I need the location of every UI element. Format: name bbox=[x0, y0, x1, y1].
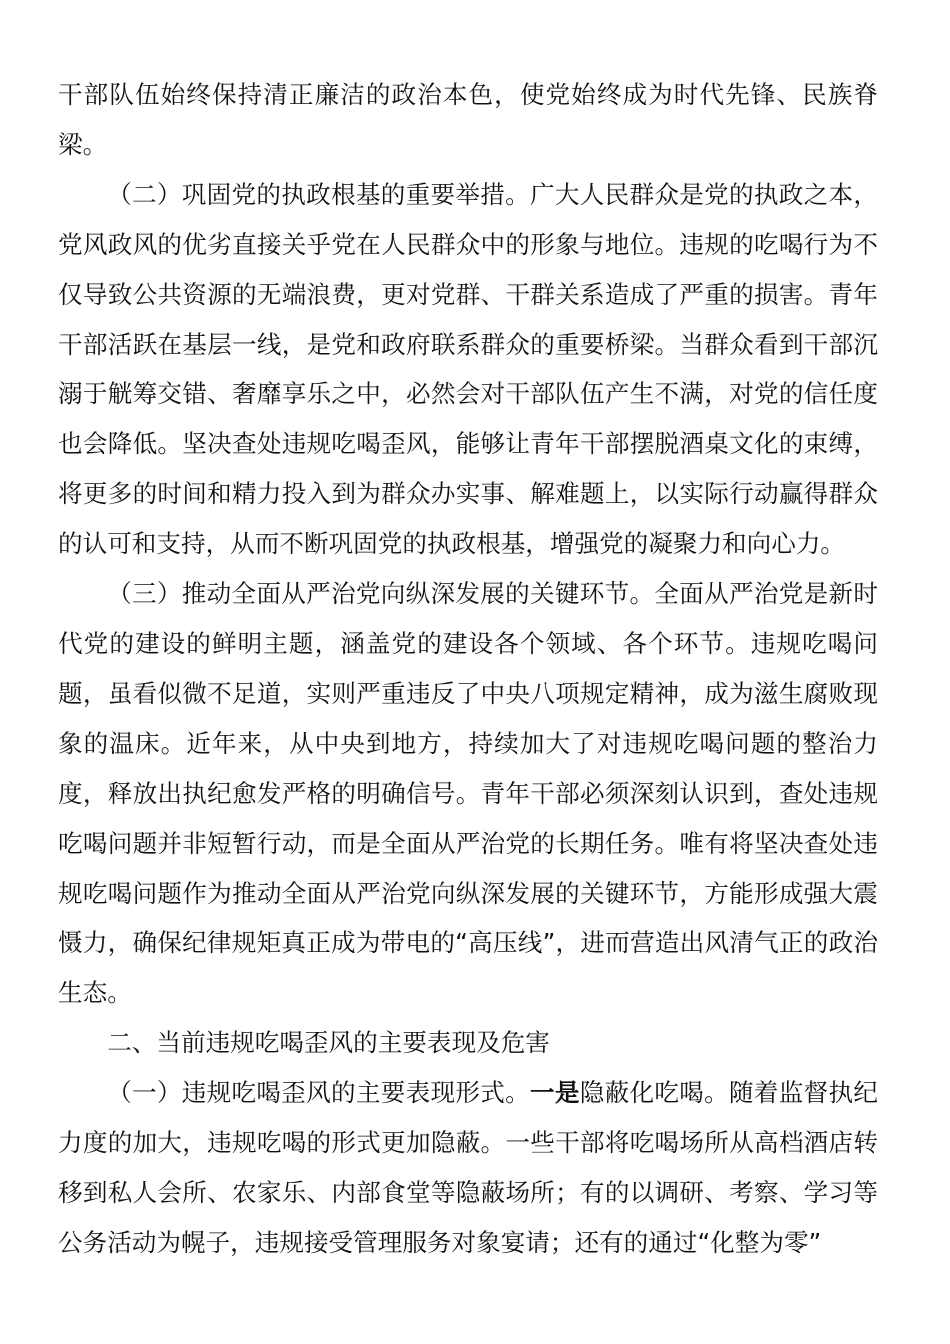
paragraph-section-2 bbox=[58, 170, 878, 569]
paragraph-text: 广大人民群众是党的执政之本，党风政风的优劣直接关乎党在人民群众中的形象与地位。违规的吃喝行为不仅导致公共资源的无端浪费，更对党群、干群关系造成了严重的损害。青年干部活跃在基层一线，是党和政府联系群众的重要桥梁。当群众看到干部沉溺于觥筹交错、奢靡享乐之中，必然会对干部队伍产生不满，对党的信任度也会降低。坚决查处违规吃喝歪风，能够让青年干部摆脱酒桌文化的束缚，将更多的时间和精力投入到为群众办实事、解难题上，以实际行动赢得群众的认可和支持，从而不断巩固党的执政根基，增强党的凝聚力和向心力。 bbox=[58, 179, 878, 559]
paragraph-subsection-1 bbox=[58, 1068, 878, 1268]
paragraph-text: 隐蔽化吃喝。随着监督执纪力度的加大，违规吃喝的形式更加隐蔽。一些干部将吃喝场所从高档酒店转移到私人会所、农家乐、内部食堂等隐蔽场所；有的以调研、考察、学习等公务活动为幌子，违规接受管理服务对象宴请；还有的通过“化整为零” bbox=[58, 1078, 878, 1257]
bold-marker: 一是 bbox=[530, 1078, 580, 1108]
chapter-heading-text: 二、当前违规吃喝歪风的主要表现及危害 bbox=[107, 1028, 550, 1058]
chapter-heading bbox=[58, 1018, 878, 1068]
section-heading: （三）推动全面从严治党向纵深发展的关键环节。 bbox=[107, 579, 655, 609]
paragraph-section-3 bbox=[58, 569, 878, 1018]
paragraph-text: 干部队伍始终保持清正廉洁的政治本色，使党始终成为时代先锋、民族脊梁。 bbox=[58, 80, 878, 159]
section-heading: （二）巩固党的执政根基的重要举措。 bbox=[107, 179, 531, 209]
paragraph-continuation bbox=[58, 70, 878, 170]
section-heading: （一）违规吃喝歪风的主要表现形式。 bbox=[107, 1078, 531, 1108]
document-body bbox=[58, 70, 878, 1268]
paragraph-text: 全面从严治党是新时代党的建设的鲜明主题，涵盖党的建设各个领域、各个环节。违规吃喝问题，虽看似微不足道，实则严重违反了中央八项规定精神，成为滋生腐败现象的温床。近年来，从中央到地方，持续加大了对违规吃喝问题的整治力度，释放出执纪愈发严格的明确信号。青年干部必须深刻认识到，查处违规吃喝问题并非短暂行动，而是全面从严治党的长期任务。唯有将坚决查处违规吃喝问题作为推动全面从严治党向纵深发展的关键环节，方能形成强大震慑力，确保纪律规矩真正成为带电的“高压线”，进而营造出风清气正的政治生态。 bbox=[58, 579, 878, 1008]
